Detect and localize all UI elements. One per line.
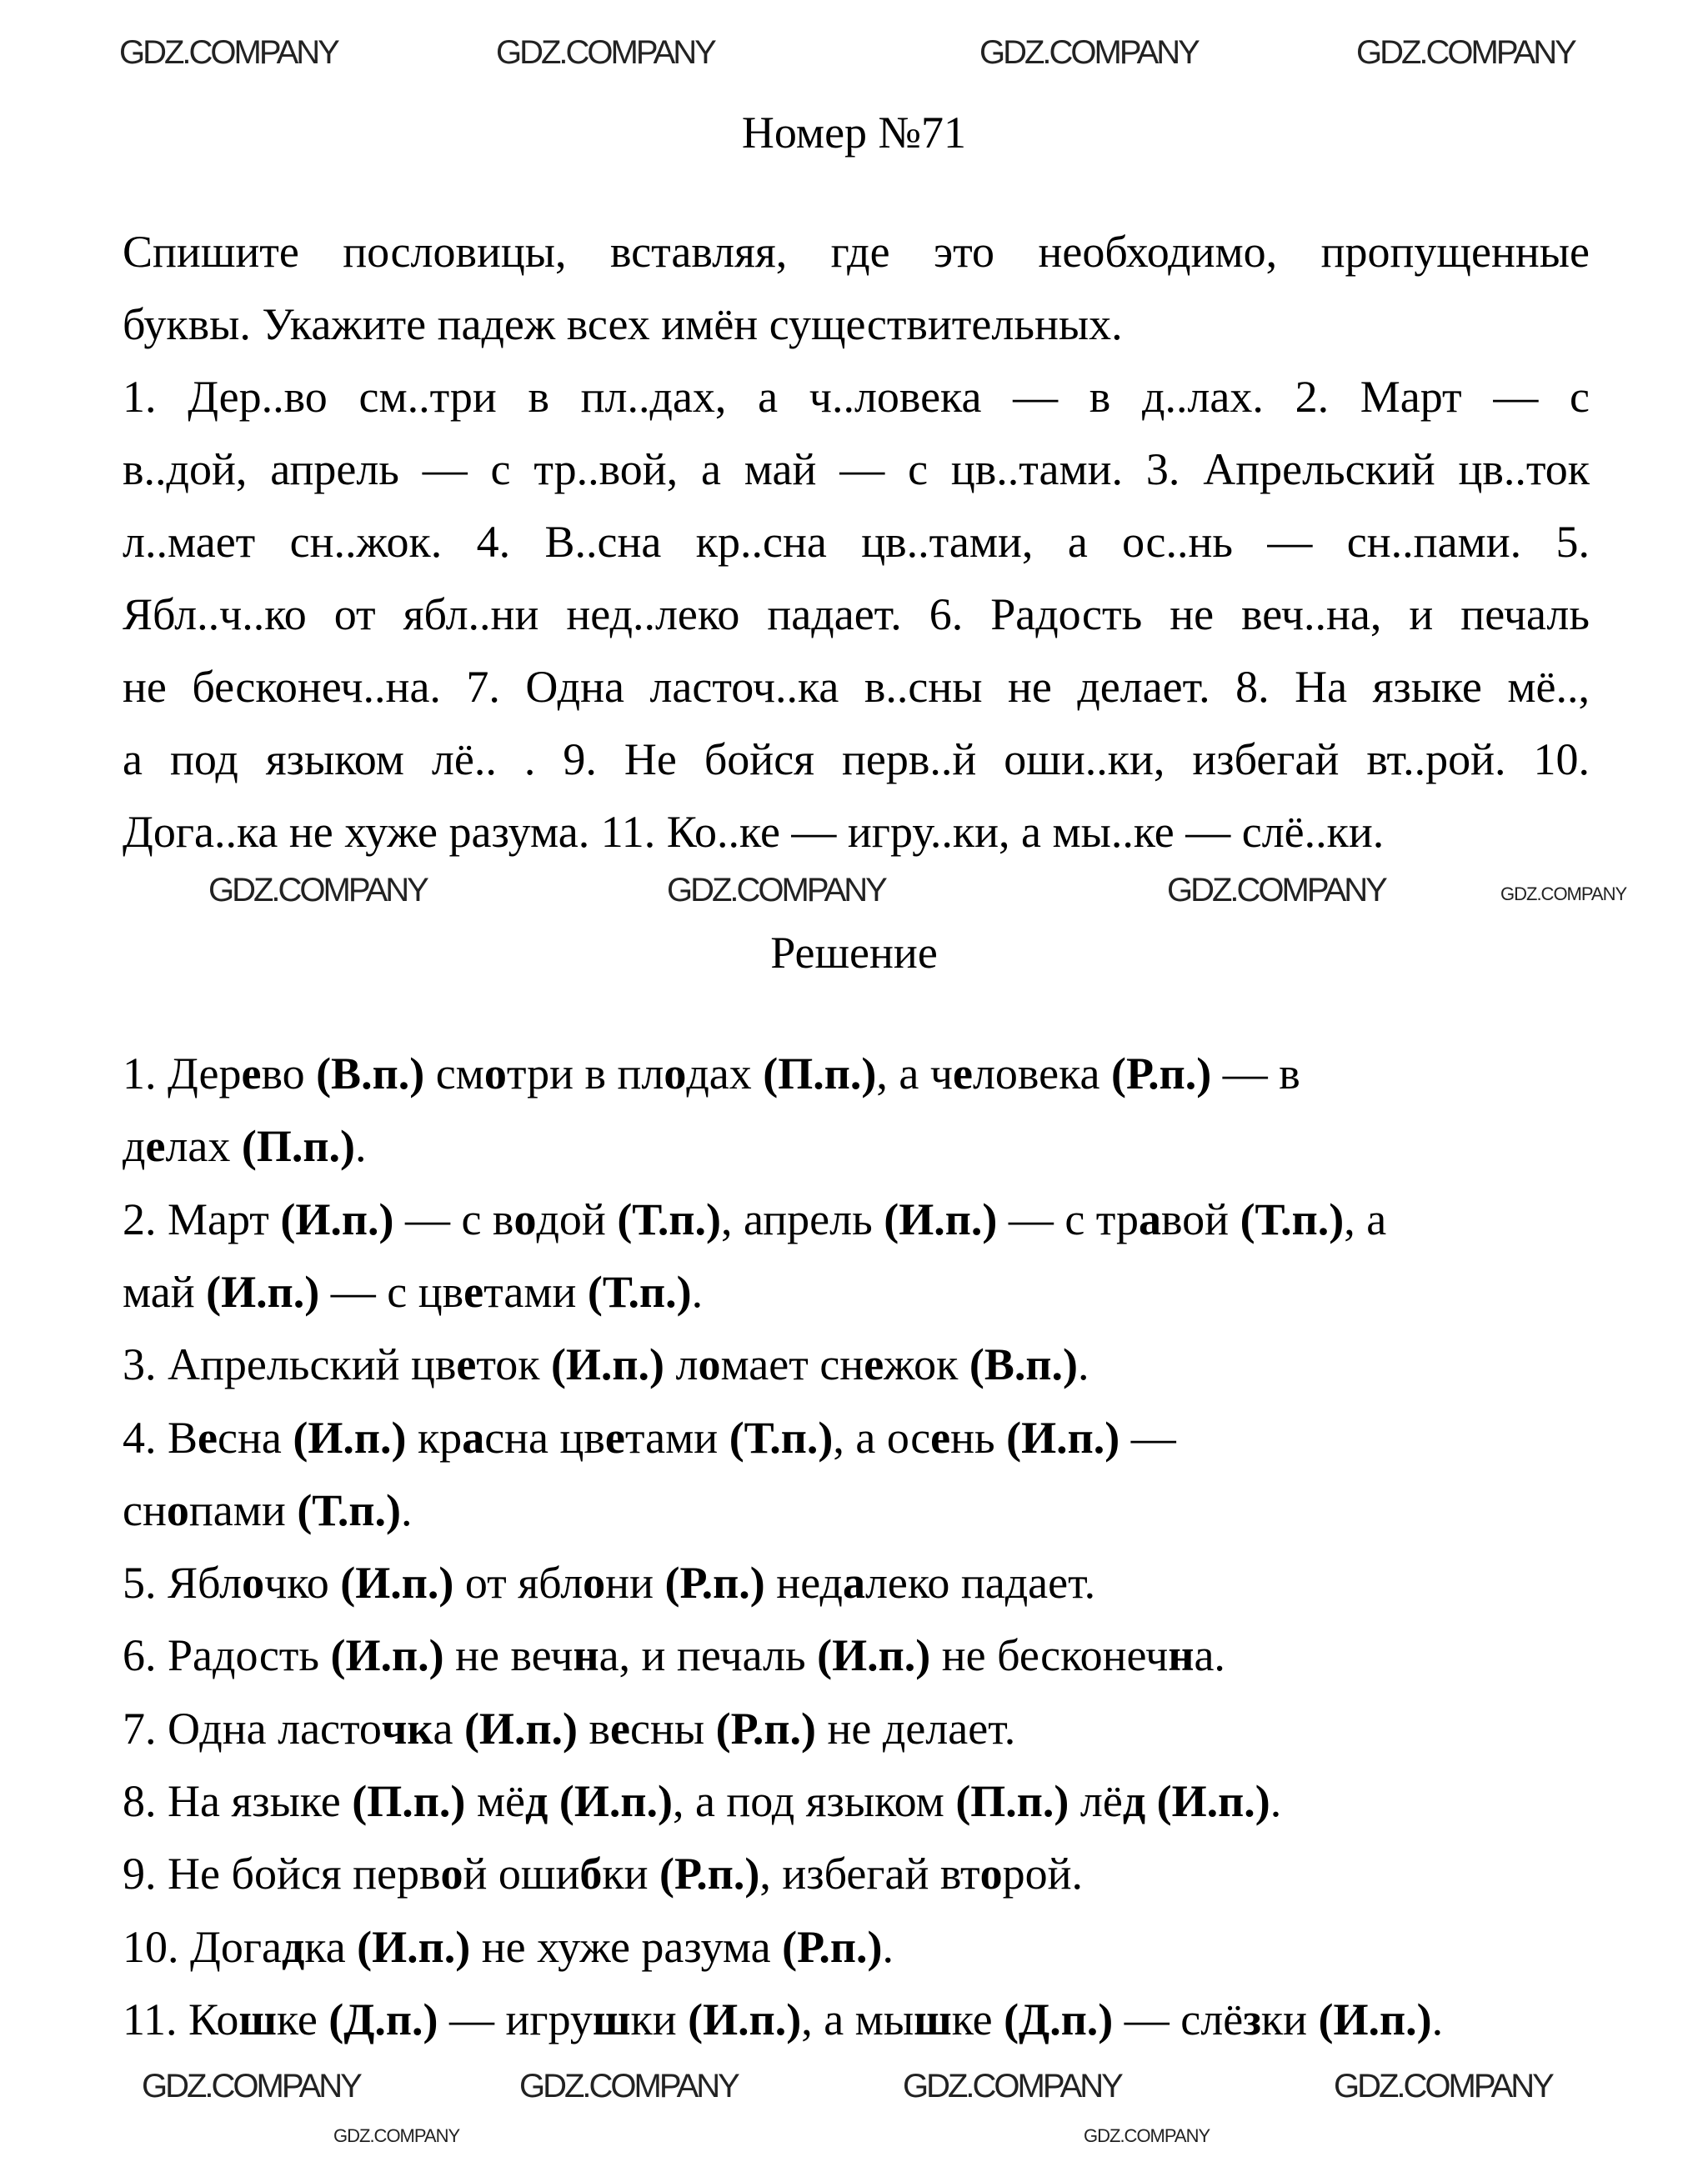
highlighted-text: (Т.п.) [729, 1412, 834, 1463]
text-segment: — в [1211, 1048, 1300, 1099]
solution-line [123, 1922, 894, 1972]
text-segment: рой. [1002, 1849, 1084, 1899]
highlighted-text: (И.п.) [1006, 1412, 1120, 1463]
text-segment: чко [264, 1558, 341, 1609]
watermark: GDZ.COMPANY [496, 34, 714, 71]
text-segment: — с в [393, 1194, 514, 1244]
text-segment: а, и печаль [599, 1630, 818, 1681]
highlighted-text: (И.п.) [340, 1558, 454, 1609]
highlighted-text: о [979, 1849, 1003, 1899]
text-segment: нь [950, 1412, 1007, 1463]
watermark: GDZ.COMPANY [1334, 2068, 1552, 2104]
highlighted-text: (И.п.) [817, 1630, 931, 1681]
highlighted-text: (П.п.) [763, 1048, 877, 1099]
highlighted-text: н [573, 1630, 599, 1681]
text-segment: ке [951, 1994, 1004, 2044]
highlighted-text: о [483, 1048, 507, 1099]
text-segment: тами [483, 1266, 588, 1317]
highlighted-text: (П.п.) [352, 1776, 466, 1826]
solution-line [123, 1121, 366, 1171]
text-segment: дой [536, 1194, 618, 1244]
solution-line [123, 1630, 1225, 1680]
highlighted-text: (И.п.) [330, 1630, 444, 1681]
highlighted-text: д [1122, 1776, 1146, 1826]
task-line: в..дой, апрель — с тр..вой, а май — с цв..тами. 3. Апрельский цв..ток [123, 444, 1590, 494]
text-segment: , а [1344, 1194, 1387, 1244]
highlighted-text: (И.п.) [558, 1776, 673, 1826]
highlighted-text: о [242, 1558, 265, 1609]
solution-line [123, 1413, 1176, 1463]
text-segment: 2. Март [123, 1194, 281, 1244]
text-segment: 8. На языке [123, 1776, 353, 1826]
highlighted-text: (Т.п.) [617, 1194, 722, 1244]
text-segment: мает сн [720, 1339, 864, 1390]
solution-line [123, 1558, 1095, 1608]
highlighted-text: (И.п.) [1156, 1776, 1270, 1826]
text-segment: — [1119, 1412, 1176, 1463]
highlighted-text: о [664, 1048, 687, 1099]
text-segment: 3. Апрельский цв [123, 1339, 457, 1390]
highlighted-text: (И.п.) [280, 1194, 394, 1244]
text-segment: . [1077, 1339, 1089, 1390]
text-segment: см [424, 1048, 484, 1099]
solution-line [123, 1339, 1089, 1389]
text-segment: а. [1194, 1630, 1225, 1681]
text-segment: — слё [1113, 1994, 1244, 2044]
highlighted-text: б [579, 1849, 603, 1899]
text-segment: , а мы [801, 1994, 914, 2044]
watermark: GDZ.COMPANY [142, 2068, 360, 2104]
text-segment: д [123, 1121, 146, 1172]
highlighted-text: (И.п.) [293, 1412, 407, 1463]
highlighted-text: а [1139, 1194, 1162, 1244]
page-title: Номер №71 [741, 108, 967, 158]
highlighted-text: е [604, 1412, 625, 1463]
watermark: GDZ.COMPANY [667, 872, 885, 908]
highlighted-text: о [583, 1558, 606, 1609]
text-segment: лах [165, 1121, 242, 1172]
text-segment: не хуже разума [470, 1921, 783, 1972]
watermark: GDZ.COMPANY [979, 34, 1198, 71]
text-segment: 10. Дога [123, 1921, 282, 1972]
text-segment: сны [630, 1703, 716, 1754]
task-line: а под языком лё.. . 9. Не бойся перв..й оши..ки, избегай вт..рой. 10. [123, 734, 1590, 784]
highlighted-text: (Р.п.) [659, 1849, 760, 1899]
highlighted-text: д [281, 1921, 305, 1972]
highlighted-text: (П.п.) [241, 1121, 355, 1172]
text-segment: во [261, 1048, 317, 1099]
highlighted-text: е [864, 1339, 884, 1390]
text-segment: леко падает. [864, 1558, 1096, 1609]
task-line: л..мает сн..жок. 4. В..сна кр..сна цв..тами, а ос..нь — сн..пами. 5. [123, 517, 1590, 567]
text-segment: , а под языком [672, 1776, 956, 1826]
highlighted-text: (Т.п.) [1240, 1194, 1345, 1244]
highlighted-text: о [166, 1484, 189, 1535]
watermark: GDZ.COMPANY [208, 872, 427, 908]
highlighted-text: (И.п.) [550, 1339, 665, 1390]
highlighted-text: (Т.п.) [587, 1266, 692, 1317]
text-segment: лё [1069, 1776, 1123, 1826]
text-segment: жок [884, 1339, 969, 1390]
highlighted-text: чк [381, 1703, 433, 1754]
text-segment: вой [1161, 1194, 1240, 1244]
text-segment: а [433, 1703, 464, 1754]
highlighted-text: (И.п.) [463, 1703, 579, 1754]
text-segment: сна цв [484, 1412, 605, 1463]
text-segment: 1. Дер [123, 1048, 242, 1099]
text-segment: , а ч [876, 1048, 954, 1099]
text-segment: — с тр [997, 1194, 1140, 1244]
text-segment: тами [624, 1412, 729, 1463]
highlighted-text: д [525, 1776, 548, 1826]
text-segment: три в пл [506, 1048, 664, 1099]
highlighted-text: е [610, 1703, 631, 1754]
highlighted-text: ш [592, 1994, 631, 2044]
text-segment: 11. Ко [123, 1994, 239, 2044]
text-segment: 7. Одна ласто [123, 1703, 382, 1754]
text-segment: не делает. [816, 1703, 1016, 1754]
highlighted-text: (И.п.) [1318, 1994, 1432, 2044]
highlighted-text: е [463, 1266, 484, 1317]
highlighted-text: ш [238, 1994, 277, 2044]
highlighted-text: е [953, 1048, 973, 1099]
solution-line [123, 1048, 1300, 1099]
watermark: GDZ.COMPANY [1356, 34, 1575, 71]
text-segment: 4. В [123, 1412, 198, 1463]
highlighted-text: (И.п.) [206, 1266, 320, 1317]
text-segment: . [1431, 1994, 1444, 2044]
highlighted-text: (Р.п.) [782, 1921, 883, 1972]
watermark: GDZ.COMPANY [903, 2068, 1121, 2104]
highlighted-text: (В.п.) [969, 1339, 1078, 1390]
text-segment: ке [276, 1994, 329, 2044]
highlighted-text: е [241, 1048, 262, 1099]
solution-title: Решение [770, 928, 938, 978]
text-segment: — игру [438, 1994, 593, 2044]
text-segment [548, 1776, 559, 1826]
highlighted-text: а [462, 1412, 485, 1463]
highlighted-text: е [456, 1339, 477, 1390]
solution-line [123, 1704, 1015, 1754]
solution-line [123, 1994, 1443, 2044]
highlighted-text: а [842, 1558, 865, 1609]
text-segment: не бесконеч [930, 1630, 1169, 1681]
highlighted-text: (П.п.) [955, 1776, 1069, 1826]
text-segment: нед [764, 1558, 843, 1609]
text-segment: л [664, 1339, 699, 1390]
text-segment: , апрель [721, 1194, 884, 1244]
text-segment: ловека [972, 1048, 1111, 1099]
text-segment: дах [686, 1048, 764, 1099]
highlighted-text: о [698, 1339, 721, 1390]
text-segment: пами [188, 1484, 298, 1535]
text-segment: . [691, 1266, 704, 1317]
text-segment: ки [602, 1849, 660, 1899]
text-segment: . [1270, 1776, 1282, 1826]
highlighted-text: (Р.п.) [715, 1703, 816, 1754]
text-segment: ни [605, 1558, 665, 1609]
highlighted-text: (Д.п.) [328, 1994, 438, 2044]
highlighted-text: (В.п.) [316, 1048, 425, 1099]
task-line: буквы. Укажите падеж всех имён существительных. [123, 299, 1123, 349]
text-segment: сн [123, 1484, 167, 1535]
task-line: Ябл..ч..ко от ябл..ни нед..леко падает. 6. Радость не веч..на, и печаль [123, 589, 1590, 639]
highlighted-text: (И.п.) [884, 1194, 998, 1244]
text-segment: й оши [463, 1849, 580, 1899]
text-segment: ки [1260, 1994, 1319, 2044]
text-segment: мё [465, 1776, 526, 1826]
highlighted-text: о [440, 1849, 463, 1899]
highlighted-text: ш [914, 1994, 952, 2044]
text-segment: . [354, 1121, 367, 1172]
task-line: 1. Дер..во см..три в пл..дах, а ч..ловека — в д..лах. 2. Март — с [123, 372, 1590, 422]
watermark: GDZ.COMPANY [333, 2125, 460, 2146]
text-segment: от ябл [453, 1558, 584, 1609]
text-segment: 6. Радость [123, 1630, 331, 1681]
highlighted-text: е [930, 1412, 951, 1463]
text-segment: май [123, 1266, 207, 1317]
watermark: GDZ.COMPANY [119, 34, 338, 71]
text-segment: . [401, 1484, 413, 1535]
watermark: GDZ.COMPANY [1084, 2125, 1210, 2146]
text-segment: — с цв [319, 1266, 464, 1317]
highlighted-text: (Р.п.) [1110, 1048, 1212, 1099]
highlighted-text: з [1243, 1994, 1261, 2044]
text-segment: 9. Не бойся перв [123, 1849, 441, 1899]
watermark: GDZ.COMPANY [519, 2068, 738, 2104]
task-line: не бесконеч..на. 7. Одна ласточ..ка в..сны не делает. 8. На языке мё.., [123, 662, 1590, 712]
highlighted-text: (Т.п.) [297, 1484, 402, 1535]
text-segment: сна [218, 1412, 293, 1463]
highlighted-text: н [1168, 1630, 1195, 1681]
text-segment [1145, 1776, 1157, 1826]
solution-line [123, 1849, 1083, 1899]
watermark: GDZ.COMPANY [1500, 883, 1627, 904]
text-segment: кр [406, 1412, 463, 1463]
highlighted-text: (И.п.) [688, 1994, 802, 2044]
highlighted-text: (Д.п.) [1004, 1994, 1114, 2044]
text-segment: . [882, 1921, 894, 1972]
text-segment: не веч [443, 1630, 574, 1681]
text-segment: , а ос [833, 1412, 931, 1463]
highlighted-text: (И.п.) [357, 1921, 471, 1972]
solution-line [123, 1485, 413, 1535]
task-line: Спишите пословицы, вставляя, где это необходимо, пропущенные [123, 227, 1590, 277]
highlighted-text: е [198, 1412, 218, 1463]
text-segment: ток [476, 1339, 551, 1390]
solution-line [123, 1194, 1386, 1244]
highlighted-text: о [513, 1194, 537, 1244]
watermark: GDZ.COMPANY [1167, 872, 1385, 908]
highlighted-text: (Р.п.) [664, 1558, 765, 1609]
text-segment: 5. Ябл [123, 1558, 243, 1609]
text-segment: ки [630, 1994, 689, 2044]
solution-line [123, 1776, 1281, 1826]
solution-line [123, 1267, 703, 1317]
text-segment: в [578, 1703, 611, 1754]
task-line: Дога..ка не хуже разума. 11. Ко..ке — игру..ки, а мы..ке — слё..ки. [123, 807, 1385, 857]
text-segment: , избегай вт [759, 1849, 980, 1899]
highlighted-text: е [145, 1121, 166, 1172]
text-segment: ка [304, 1921, 358, 1972]
